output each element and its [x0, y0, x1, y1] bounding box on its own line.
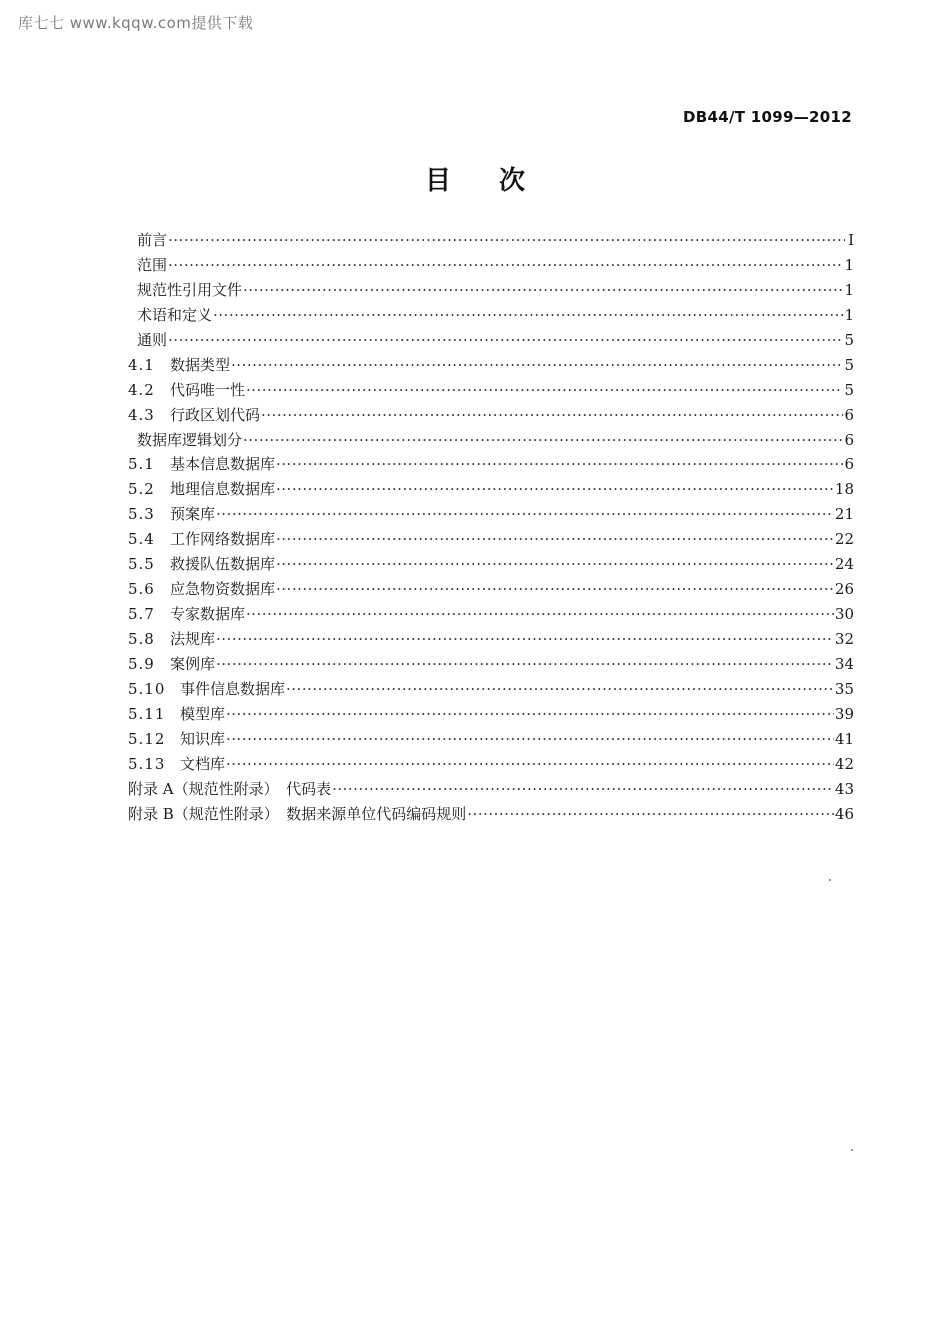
- toc-leader-dots: [276, 452, 843, 477]
- title-part-1: 目: [424, 166, 451, 196]
- toc-leader-dots: [168, 328, 843, 353]
- scan-speck: [851, 1149, 853, 1151]
- toc-entry[interactable]: [128, 577, 854, 602]
- toc-entry-number: 5.12: [128, 729, 166, 748]
- toc-entry[interactable]: [128, 552, 854, 577]
- toc-entry[interactable]: [128, 228, 854, 253]
- toc-leader-dots: [261, 403, 843, 428]
- title-part-2: 次: [499, 166, 526, 196]
- watermark-text: 库七七 www.kqqw.com提供下载: [18, 14, 254, 32]
- toc-entry[interactable]: [128, 702, 854, 727]
- toc-leader-dots: [216, 652, 834, 677]
- toc-entry[interactable]: [128, 403, 854, 428]
- toc-entry-label: 附录 A（规范性附录） 代码表: [128, 779, 332, 798]
- toc-entry-page: 35: [834, 679, 854, 698]
- toc-entry-page: 6: [844, 405, 854, 424]
- toc-leader-dots: [213, 303, 843, 328]
- toc-entry-number: 5.5: [128, 555, 155, 574]
- toc-entry-page: 1: [844, 305, 854, 324]
- toc-entry-label: 专家数据库: [170, 605, 246, 624]
- toc-entry-label: 救援队伍数据库: [170, 555, 276, 574]
- toc-entry-page: 21: [834, 505, 854, 524]
- toc-entry-label: 附录 B（规范性附录） 数据来源单位代码编码规则: [128, 804, 467, 823]
- toc-entry-label: 应急物资数据库: [170, 580, 276, 599]
- toc-entry-number: 5.4: [128, 530, 155, 549]
- toc-entry-number: 5.13: [128, 754, 166, 773]
- toc-leader-dots: [231, 353, 843, 378]
- toc-entry-page: 24: [834, 555, 854, 574]
- toc-entry[interactable]: [128, 727, 854, 752]
- toc-entry-label: 知识库: [180, 729, 226, 748]
- toc-leader-dots: [467, 802, 834, 827]
- table-of-contents: [128, 228, 854, 827]
- toc-entry-page: 5: [844, 330, 854, 349]
- toc-entry[interactable]: [128, 602, 854, 627]
- toc-entry-number: 5.7: [128, 605, 155, 624]
- toc-entry-page: 6: [844, 430, 854, 449]
- toc-entry-page: 46: [834, 804, 854, 823]
- toc-entry-page: 42: [834, 754, 854, 773]
- toc-entry-number: 4.1: [128, 355, 155, 374]
- toc-leader-dots: [226, 752, 834, 777]
- toc-entry-number: 5.3: [128, 505, 155, 524]
- toc-entry[interactable]: [128, 677, 854, 702]
- toc-entry[interactable]: [128, 428, 854, 453]
- toc-entry[interactable]: [128, 278, 854, 303]
- toc-entry-number: 5.11: [128, 704, 166, 723]
- toc-entry[interactable]: [128, 527, 854, 552]
- toc-entry-page: 41: [834, 729, 854, 748]
- toc-entry-number: 4.2: [128, 380, 155, 399]
- toc-entry-label: 预案库: [170, 505, 216, 524]
- toc-entry[interactable]: [128, 777, 854, 802]
- toc-leader-dots: [243, 278, 843, 303]
- toc-entry-page: 30: [834, 605, 854, 624]
- toc-entry-page: 5: [844, 355, 854, 374]
- toc-leader-dots: [226, 702, 834, 727]
- toc-entry[interactable]: [128, 627, 854, 652]
- toc-entry-number: 5.1: [128, 455, 155, 474]
- toc-leader-dots: [246, 378, 843, 403]
- toc-entry-page: 22: [834, 530, 854, 549]
- toc-leader-dots: [276, 527, 834, 552]
- toc-entry-number: 5.8: [128, 630, 155, 648]
- toc-entry-page: 26: [834, 580, 854, 599]
- toc-entry-page: 5: [844, 380, 854, 399]
- toc-entry[interactable]: [128, 752, 854, 777]
- toc-entry[interactable]: [128, 328, 854, 353]
- toc-entry-page: I: [848, 231, 854, 249]
- toc-leader-dots: [168, 253, 843, 278]
- toc-entry-label: 事件信息数据库: [180, 679, 286, 698]
- toc-entry-number: 5.9: [128, 654, 155, 673]
- toc-leader-dots: [276, 577, 834, 602]
- toc-entry[interactable]: [128, 253, 854, 278]
- toc-leader-dots: [216, 502, 834, 527]
- toc-entry-page: 32: [834, 630, 854, 648]
- toc-entry[interactable]: [128, 303, 854, 328]
- toc-entry[interactable]: [128, 378, 854, 403]
- toc-entry-label: 数据库逻辑划分: [137, 430, 243, 449]
- toc-leader-dots: [216, 627, 834, 652]
- toc-entry-page: 39: [834, 704, 854, 723]
- toc-entry[interactable]: [128, 802, 854, 827]
- toc-entry-label: 模型库: [180, 704, 226, 723]
- toc-entry-label: 通则: [137, 330, 168, 349]
- toc-entry[interactable]: [128, 353, 854, 378]
- toc-entry-page: 1: [844, 255, 854, 274]
- toc-entry-number: 4.3: [128, 405, 155, 424]
- toc-leader-dots: [226, 727, 834, 752]
- toc-entry-label: 法规库: [170, 630, 216, 648]
- toc-entry-label: 案例库: [170, 654, 216, 673]
- page-title: [0, 160, 950, 197]
- toc-entry-label: 代码唯一性: [170, 380, 246, 399]
- toc-entry-page: 43: [834, 779, 854, 798]
- toc-entry[interactable]: [128, 502, 854, 527]
- toc-entry[interactable]: [128, 452, 854, 477]
- toc-leader-dots: [246, 602, 834, 627]
- toc-entry-number: 5.6: [128, 580, 155, 599]
- toc-entry-page: 6: [844, 455, 854, 474]
- toc-entry-page: 34: [834, 654, 854, 673]
- toc-entry-number: 5.2: [128, 480, 155, 499]
- toc-entry-label: 行政区划代码: [170, 405, 261, 424]
- toc-entry-page: 18: [834, 480, 854, 499]
- toc-entry-label: 范围: [137, 255, 168, 274]
- toc-entry[interactable]: [128, 652, 854, 677]
- toc-leader-dots: [276, 552, 834, 577]
- toc-leader-dots: [276, 477, 834, 502]
- toc-entry-label: 前言: [137, 231, 168, 249]
- toc-entry-label: 文档库: [180, 754, 226, 773]
- toc-entry[interactable]: [128, 477, 854, 502]
- toc-entry-label: 工作网络数据库: [170, 530, 276, 549]
- scan-speck: [829, 879, 831, 881]
- toc-entry-label: 术语和定义: [137, 305, 213, 324]
- toc-leader-dots: [332, 777, 834, 802]
- toc-entry-number: 5.10: [128, 679, 166, 698]
- toc-entry-label: 规范性引用文件: [137, 280, 243, 299]
- document-code: DB44/T 1099—2012: [683, 108, 852, 126]
- toc-entry-page: 1: [844, 280, 854, 299]
- toc-leader-dots: [286, 677, 834, 702]
- toc-leader-dots: [168, 228, 845, 253]
- toc-leader-dots: [243, 428, 843, 453]
- toc-entry-label: 数据类型: [170, 355, 231, 374]
- toc-entry-label: 基本信息数据库: [170, 455, 276, 474]
- toc-entry-label: 地理信息数据库: [170, 480, 276, 499]
